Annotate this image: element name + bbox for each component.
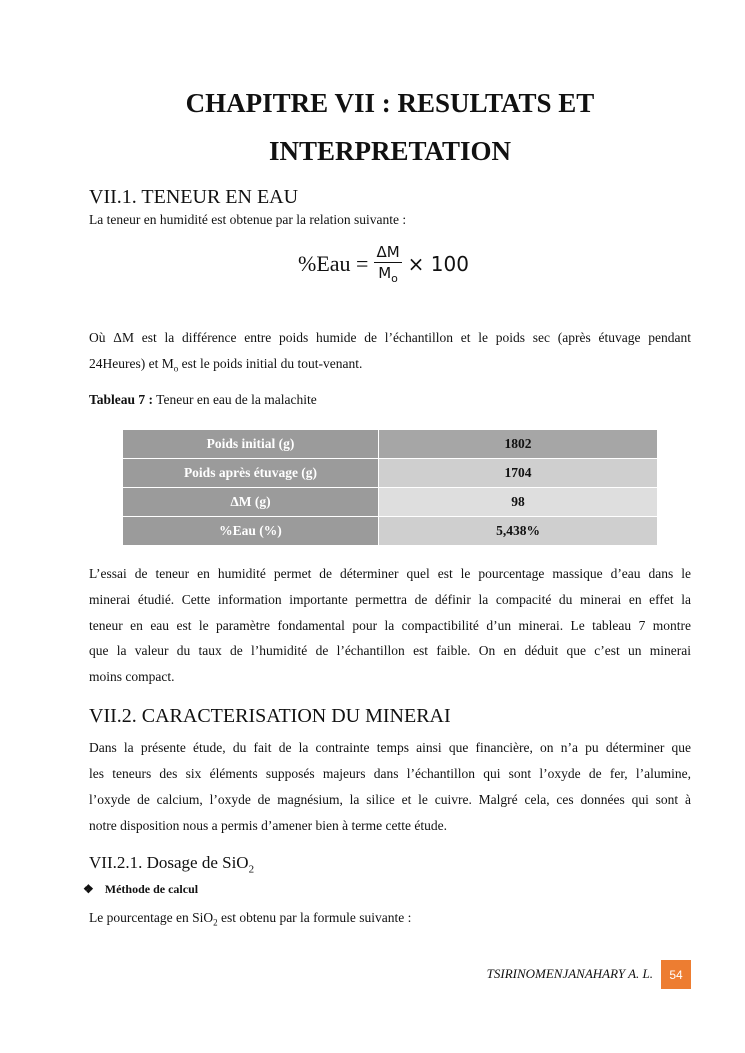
paragraph-1-line-5: moins compact. bbox=[89, 669, 175, 684]
paragraph-2-line-3: l’oxyde de calcium, l’oxyde de magnésium, la silice et le cuivre. Malgré cela, ces données qui sont à bbox=[89, 792, 691, 807]
page-number: 54 bbox=[661, 960, 691, 989]
table-value-cell: 1802 bbox=[379, 430, 658, 459]
table-row bbox=[123, 430, 658, 459]
paragraph-1-line-2: minerai étudié. Cette information importante permettra de définir la compacité du minerai en effet la bbox=[89, 592, 691, 607]
chapter-title-line-1: CHAPITRE VII : RESULTATS ET bbox=[185, 88, 595, 118]
paragraph-1-line-4: que la valeur du taux de l’humidité de l’échantillon est faible. On en déduit que c’est un minerai bbox=[89, 643, 691, 658]
chapter-title-line-2: INTERPRETATION bbox=[268, 136, 512, 166]
table-caption: Tableau 7 : Teneur en eau de la malachite bbox=[89, 392, 317, 407]
paragraph-2-line-2: les teneurs des six éléments supposés majeurs dans l’échantillon qui sont l’oxyde de fer, l’alumine, bbox=[89, 766, 691, 781]
paragraph-2-line-1: Dans la présente étude, du fait de la contrainte temps ainsi que financière, on n’a pu déterminer que bbox=[89, 740, 691, 755]
bullet-methode-de-calcul bbox=[83, 882, 198, 897]
water-content-formula bbox=[298, 243, 469, 285]
table-label-cell: Poids après étuvage (g) bbox=[123, 459, 379, 488]
table-row bbox=[123, 517, 658, 546]
table-label-cell: %Eau (%) bbox=[123, 517, 379, 546]
table-label-cell: Poids initial (g) bbox=[123, 430, 379, 459]
subsection-heading-dosage-sio2: VII.2.1. Dosage de SiO$_2$ bbox=[89, 853, 255, 876]
table-value-cell: 5,438% bbox=[379, 517, 658, 546]
paragraph-2-line-4: notre disposition nous a permis d’amener bien à terme cette étude. bbox=[89, 818, 448, 833]
diamond-bullet-icon: ❖ bbox=[83, 882, 94, 896]
table-label-cell: ΔM (g) bbox=[123, 488, 379, 517]
formula-rhs: × 100 bbox=[407, 252, 469, 276]
explanation-line-2: 24Heures) et $M_o$ est le poids initial du tout-venant. bbox=[89, 356, 363, 374]
bullet-text: Méthode de calcul bbox=[104, 882, 199, 896]
explanation-line-1: Où ΔM est la différence entre poids humide de l’échantillon et le poids sec (après étuvage pendant bbox=[89, 330, 691, 345]
formula-fraction bbox=[374, 243, 401, 285]
section-heading-caracterisation: VII.2. CARACTERISATION DU MINERAI bbox=[89, 705, 451, 727]
sio2-intro-line: Le pourcentage en SiO$_2$ est obtenu par la formule suivante : bbox=[89, 910, 412, 928]
paragraph-1-line-1: L’essai de teneur en humidité permet de déterminer quel est le pourcentage massique d’eau dans le bbox=[89, 566, 691, 581]
formula-denominator: $M_o$ bbox=[378, 264, 398, 285]
table-value-cell: 1704 bbox=[379, 459, 658, 488]
table-value-cell: 98 bbox=[379, 488, 658, 517]
section-heading-teneur-en-eau: VII.1. TENEUR EN EAU bbox=[89, 186, 299, 208]
footer-author: TSIRINOMENJANAHARY A. L. bbox=[486, 966, 653, 981]
paragraph-1-line-3: teneur en eau est le paramètre fondamental pour la compactibilité d’un minerai. Le tableau 7 montre bbox=[89, 618, 691, 633]
formula-numerator: ΔM bbox=[376, 243, 400, 261]
formula-lhs: %Eau = bbox=[298, 251, 369, 276]
table-row bbox=[123, 488, 658, 517]
water-content-table bbox=[122, 429, 658, 546]
table-row bbox=[123, 459, 658, 488]
intro-text: La teneur en humidité est obtenue par la relation suivante : bbox=[89, 212, 407, 227]
